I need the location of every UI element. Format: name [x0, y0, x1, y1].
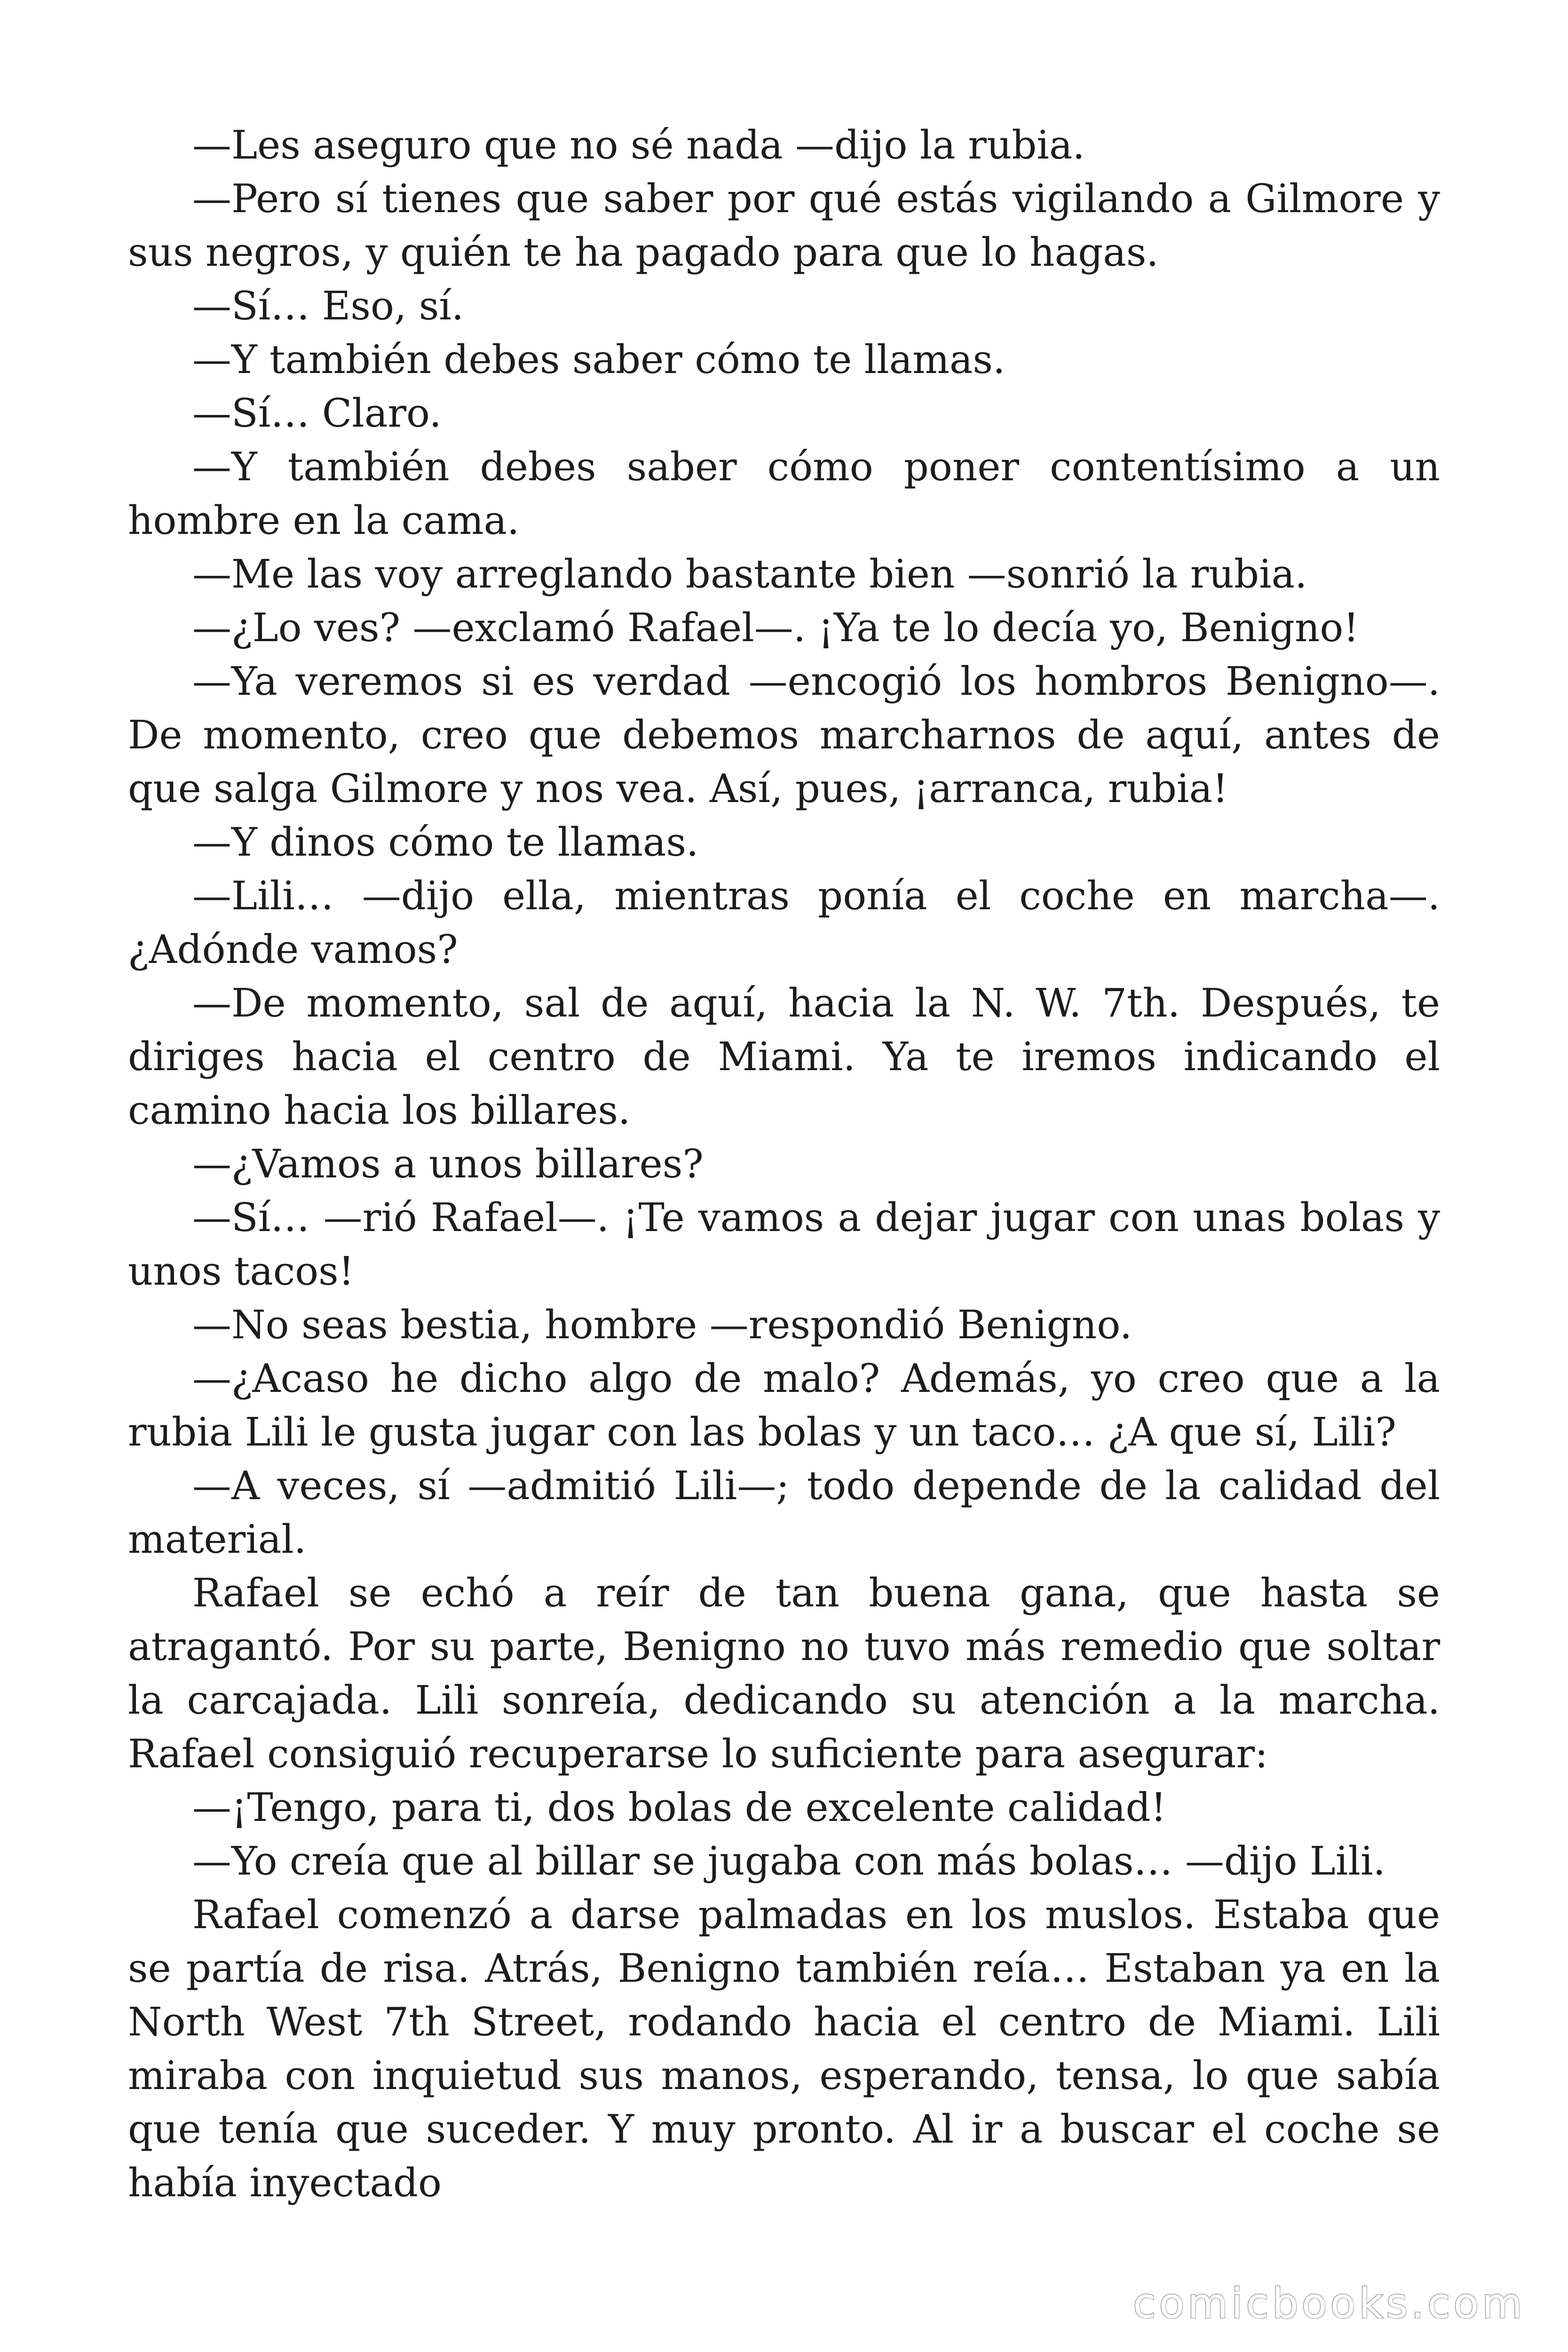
paragraph: —De momento, sal de aquí, hacia la N. W. 7th. Después, te diriges hacia el centro de Miami. Ya te iremos indicando el camino hacia los billares. [128, 980, 1440, 1133]
paragraph: —Sí… —rió Rafael—. ¡Te vamos a dejar jugar con unas bolas y unos tacos! [128, 1195, 1440, 1294]
paragraph: —A veces, sí —admitió Lili—; todo depende de la calidad del material. [128, 1463, 1440, 1562]
paragraph: —Y dinos cómo te llamas. [192, 819, 699, 865]
paragraph: —Y también debes saber cómo te llamas. [192, 337, 1006, 382]
paragraph: Rafael comenzó a darse palmadas en los muslos. Estaba que se partía de risa. Atrás, Benigno también reía… Estaban ya en la North West 7th Street, rodando hacia el centro de Miami. Lili miraba con inquietud sus manos, esperando, tensa, lo que sabía que tenía que suceder. Y muy pronto. Al ir a buscar el coche se había inyectado [128, 1892, 1440, 2206]
page-body-text [128, 119, 1440, 2210]
paragraph: —¡Tengo, para ti, dos bolas de excelente calidad! [192, 1785, 1167, 1830]
paragraph: —Lili… —dijo ella, mientras ponía el coche en marcha—. ¿Adónde vamos? [128, 873, 1440, 972]
paragraph: —Sí… Eso, sí. [192, 283, 464, 329]
paragraph: —Me las voy arreglando bastante bien —sonrió la rubia. [192, 551, 1307, 597]
paragraph: —¿Acaso he dicho algo de malo? Además, yo creo que a la rubia Lili le gusta jugar con las bolas y un taco… ¿A que sí, Lili? [128, 1356, 1440, 1455]
paragraph: —¿Vamos a unos billares? [192, 1141, 704, 1187]
paragraph: —¿Lo ves? —exclamó Rafael—. ¡Ya te lo decía yo, Benigno! [192, 605, 1359, 651]
paragraph: —Ya veremos si es verdad —encogió los hombros Benigno—. De momento, creo que debemos marcharnos de aquí, antes de que salga Gilmore y nos vea. Así, pues, ¡arranca, rubia! [128, 659, 1440, 811]
watermark: comicbooks.com [1132, 2279, 1526, 2328]
paragraph: —Sí… Claro. [192, 390, 442, 436]
paragraph: —Y también debes saber cómo poner contentísimo a un hombre en la cama. [128, 444, 1440, 543]
paragraph: —Yo creía que al billar se jugaba con más bolas… —dijo Lili. [192, 1838, 1386, 1884]
paragraph: —Les aseguro que no sé nada —dijo la rubia. [192, 122, 1085, 168]
paragraph: —No seas bestia, hombre —respondió Benigno. [192, 1302, 1132, 1348]
paragraph: —Pero sí tienes que saber por qué estás vigilando a Gilmore y sus negros, y quién te ha pagado para que lo hagas. [128, 176, 1440, 275]
paragraph: Rafael se echó a reír de tan buena gana, que hasta se atragantó. Por su parte, Benigno no tuvo más remedio que soltar la carcajada. Lili sonreía, dedicando su atención a la marcha. Rafael consiguió recuperarse lo suficiente para asegurar: [128, 1570, 1440, 1777]
